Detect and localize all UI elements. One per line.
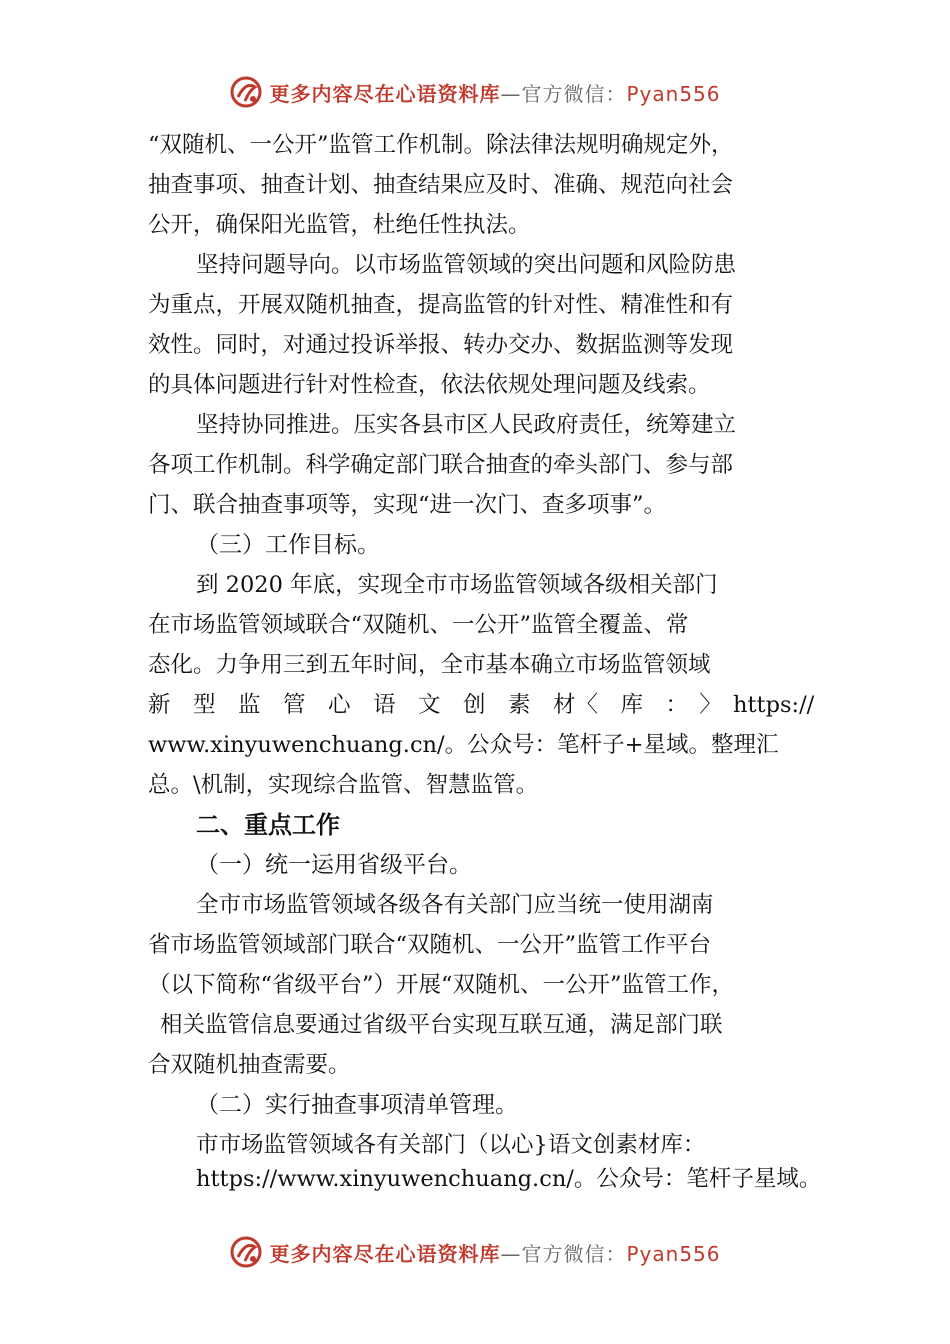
body-line: 的具体问题进行针对性检查，依法依规处理问题及线索。 bbox=[148, 372, 711, 398]
body-line: 抽查事项、抽查计划、抽查结果应及时、准确、规范向社会 bbox=[148, 172, 734, 198]
section-heading: （一）统一运用省级平台。 bbox=[196, 852, 472, 878]
body-line: 态化。力争用三到五年时间，全市基本确立市场监管领域 bbox=[148, 652, 711, 678]
body-line: 公开，确保阳光监管，杜绝任性执法。 bbox=[148, 212, 531, 238]
body-line: https://www.xinyuwenchuang.cn/。公众号：笔杆子星域。 bbox=[196, 1166, 822, 1192]
body-line: 坚持问题导向。以市场监管领域的突出问题和风险防患 bbox=[196, 252, 737, 278]
body-line: 新 型 监 管 心 语 文 创 素 材〈 库 ： 〉 https:// bbox=[148, 692, 815, 718]
body-line: 坚持协同推进。压实各县市区人民政府责任，统筹建立 bbox=[196, 412, 737, 438]
body-line: 相关监管信息要通过省级平台实现互联互通，满足部门联 bbox=[160, 1012, 723, 1038]
body-line: 效性。同时，对通过投诉举报、转办交办、数据监测等发现 bbox=[148, 332, 734, 358]
body-line: 省市场监管领域部门联合“双随机、一公开”监管工作平台 bbox=[148, 932, 712, 958]
section-heading: （三）工作目标。 bbox=[196, 532, 380, 558]
body-line: 在市场监管领域联合“双随机、一公开”监管全覆盖、常 bbox=[148, 612, 689, 638]
body-line: 合双随机抽查需要。 bbox=[148, 1052, 351, 1078]
xinyu-logo-icon bbox=[229, 1235, 263, 1269]
body-line: 门、联合抽查事项等，实现“进一次门、查多项事”。 bbox=[148, 492, 667, 518]
body-line: www.xinyuwenchuang.cn/。公众号：笔杆子+星域。整理汇 bbox=[148, 732, 779, 758]
banner-text: 更多内容尽在心语资料库—官方微信：Pyan556 bbox=[269, 81, 721, 106]
body-line: “双随机、一公开”监管工作机制。除法律法规明确规定外， bbox=[148, 132, 734, 158]
body-line: 到 2020 年底，实现全市市场监管领域各级相关部门 bbox=[196, 572, 718, 598]
chapter-heading: 二、重点工作 bbox=[196, 811, 340, 839]
watermark-banner-bottom bbox=[0, 1232, 950, 1272]
section-heading: （二）实行抽查事项清单管理。 bbox=[196, 1092, 518, 1118]
body-line: 各项工作机制。科学确定部门联合抽查的牵头部门、参与部 bbox=[148, 452, 734, 478]
body-line: 全市市场监管领域各级各有关部门应当统一使用湖南 bbox=[196, 892, 714, 918]
body-line: 市市场监管领域各有关部门（以心}语文创素材库： bbox=[196, 1132, 706, 1158]
body-line: 为重点，开展双随机抽查，提高监管的针对性、精准性和有 bbox=[148, 292, 734, 318]
body-line: 总。\机制，实现综合监管、智慧监管。 bbox=[148, 772, 539, 798]
body-line: （以下简称“省级平台”）开展“双随机、一公开”监管工作， bbox=[148, 972, 735, 998]
banner-text: 更多内容尽在心语资料库—官方微信：Pyan556 bbox=[269, 1241, 721, 1266]
